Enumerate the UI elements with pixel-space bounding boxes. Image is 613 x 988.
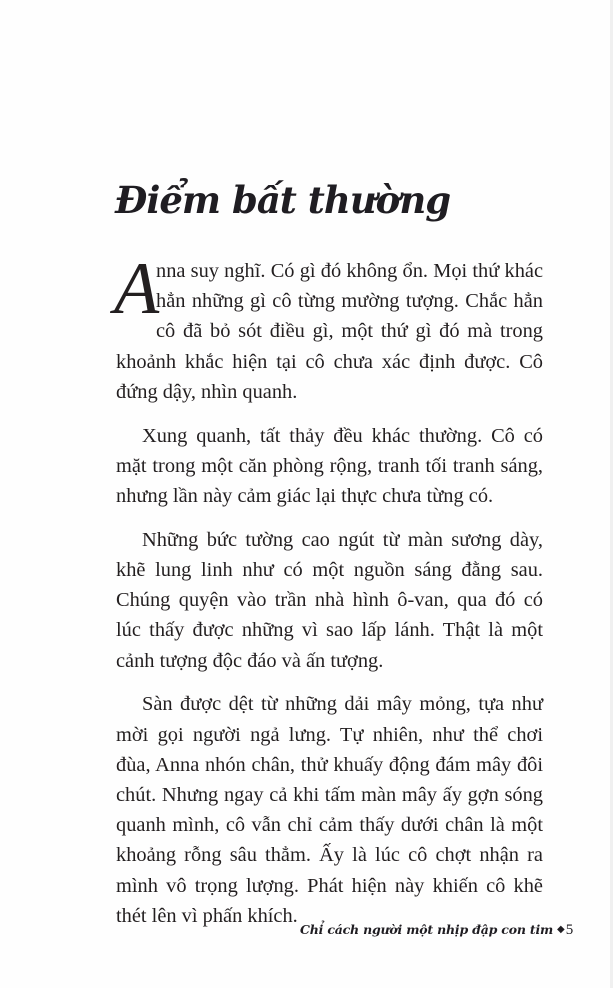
running-title: Chỉ cách người một nhịp đập con tim	[300, 922, 554, 937]
running-footer	[300, 920, 574, 942]
first-paragraph-text: nna suy nghĩ. Có gì đó không ổn. Mọi thứ khác hẳn những gì cô từng mường tượng. Chắc hẳn cô đã bỏ sót điều gì, một thứ gì đó mà trong khoảnh khắc hiện tại cô chưa xác định được. Cô đứng dậy, nhìn quanh.	[116, 260, 543, 403]
chapter-title: Điểm bất thường	[115, 178, 451, 222]
paragraph: Những bức tường cao ngút từ màn sương dày, khẽ lung linh như có một nguồn sáng đằng sau. Chúng quyện vào trần nhà hình ô-van, qua đó có lúc thấy được những vì sao lấp lánh. Thật là một cảnh tượng độc đáo và ấn tượng.	[116, 528, 543, 672]
drop-cap: A	[114, 248, 160, 330]
paragraph: Sàn được dệt từ những dải mây mỏng, tựa như mời gọi người ngả lưng. Tự nhiên, như thể chơi đùa, Anna nhón chân, thử khuấy động đám mây đôi chút. Nhưng ngay cả khi tấm màn mây ấy gợn sóng quanh mình, cô vẫn chỉ cảm thấy dưới chân là một khoảng rỗng sâu thẳm. Ấy là lúc cô chợt nhận ra mình vô trọng lượng. Phát hiện này khiến cô khẽ thét lên vì phấn khích.	[116, 693, 543, 927]
paragraph: Xung quanh, tất thảy đều khác thường. Cô có mặt trong một căn phòng rộng, tranh tối tranh sáng, nhưng lần này cảm giác lại thực chưa từng có.	[116, 424, 543, 508]
diamond-bullet-icon: ◆	[557, 924, 565, 935]
page-number: 5	[565, 922, 574, 938]
body-text	[114, 248, 543, 945]
first-paragraph	[114, 248, 543, 407]
